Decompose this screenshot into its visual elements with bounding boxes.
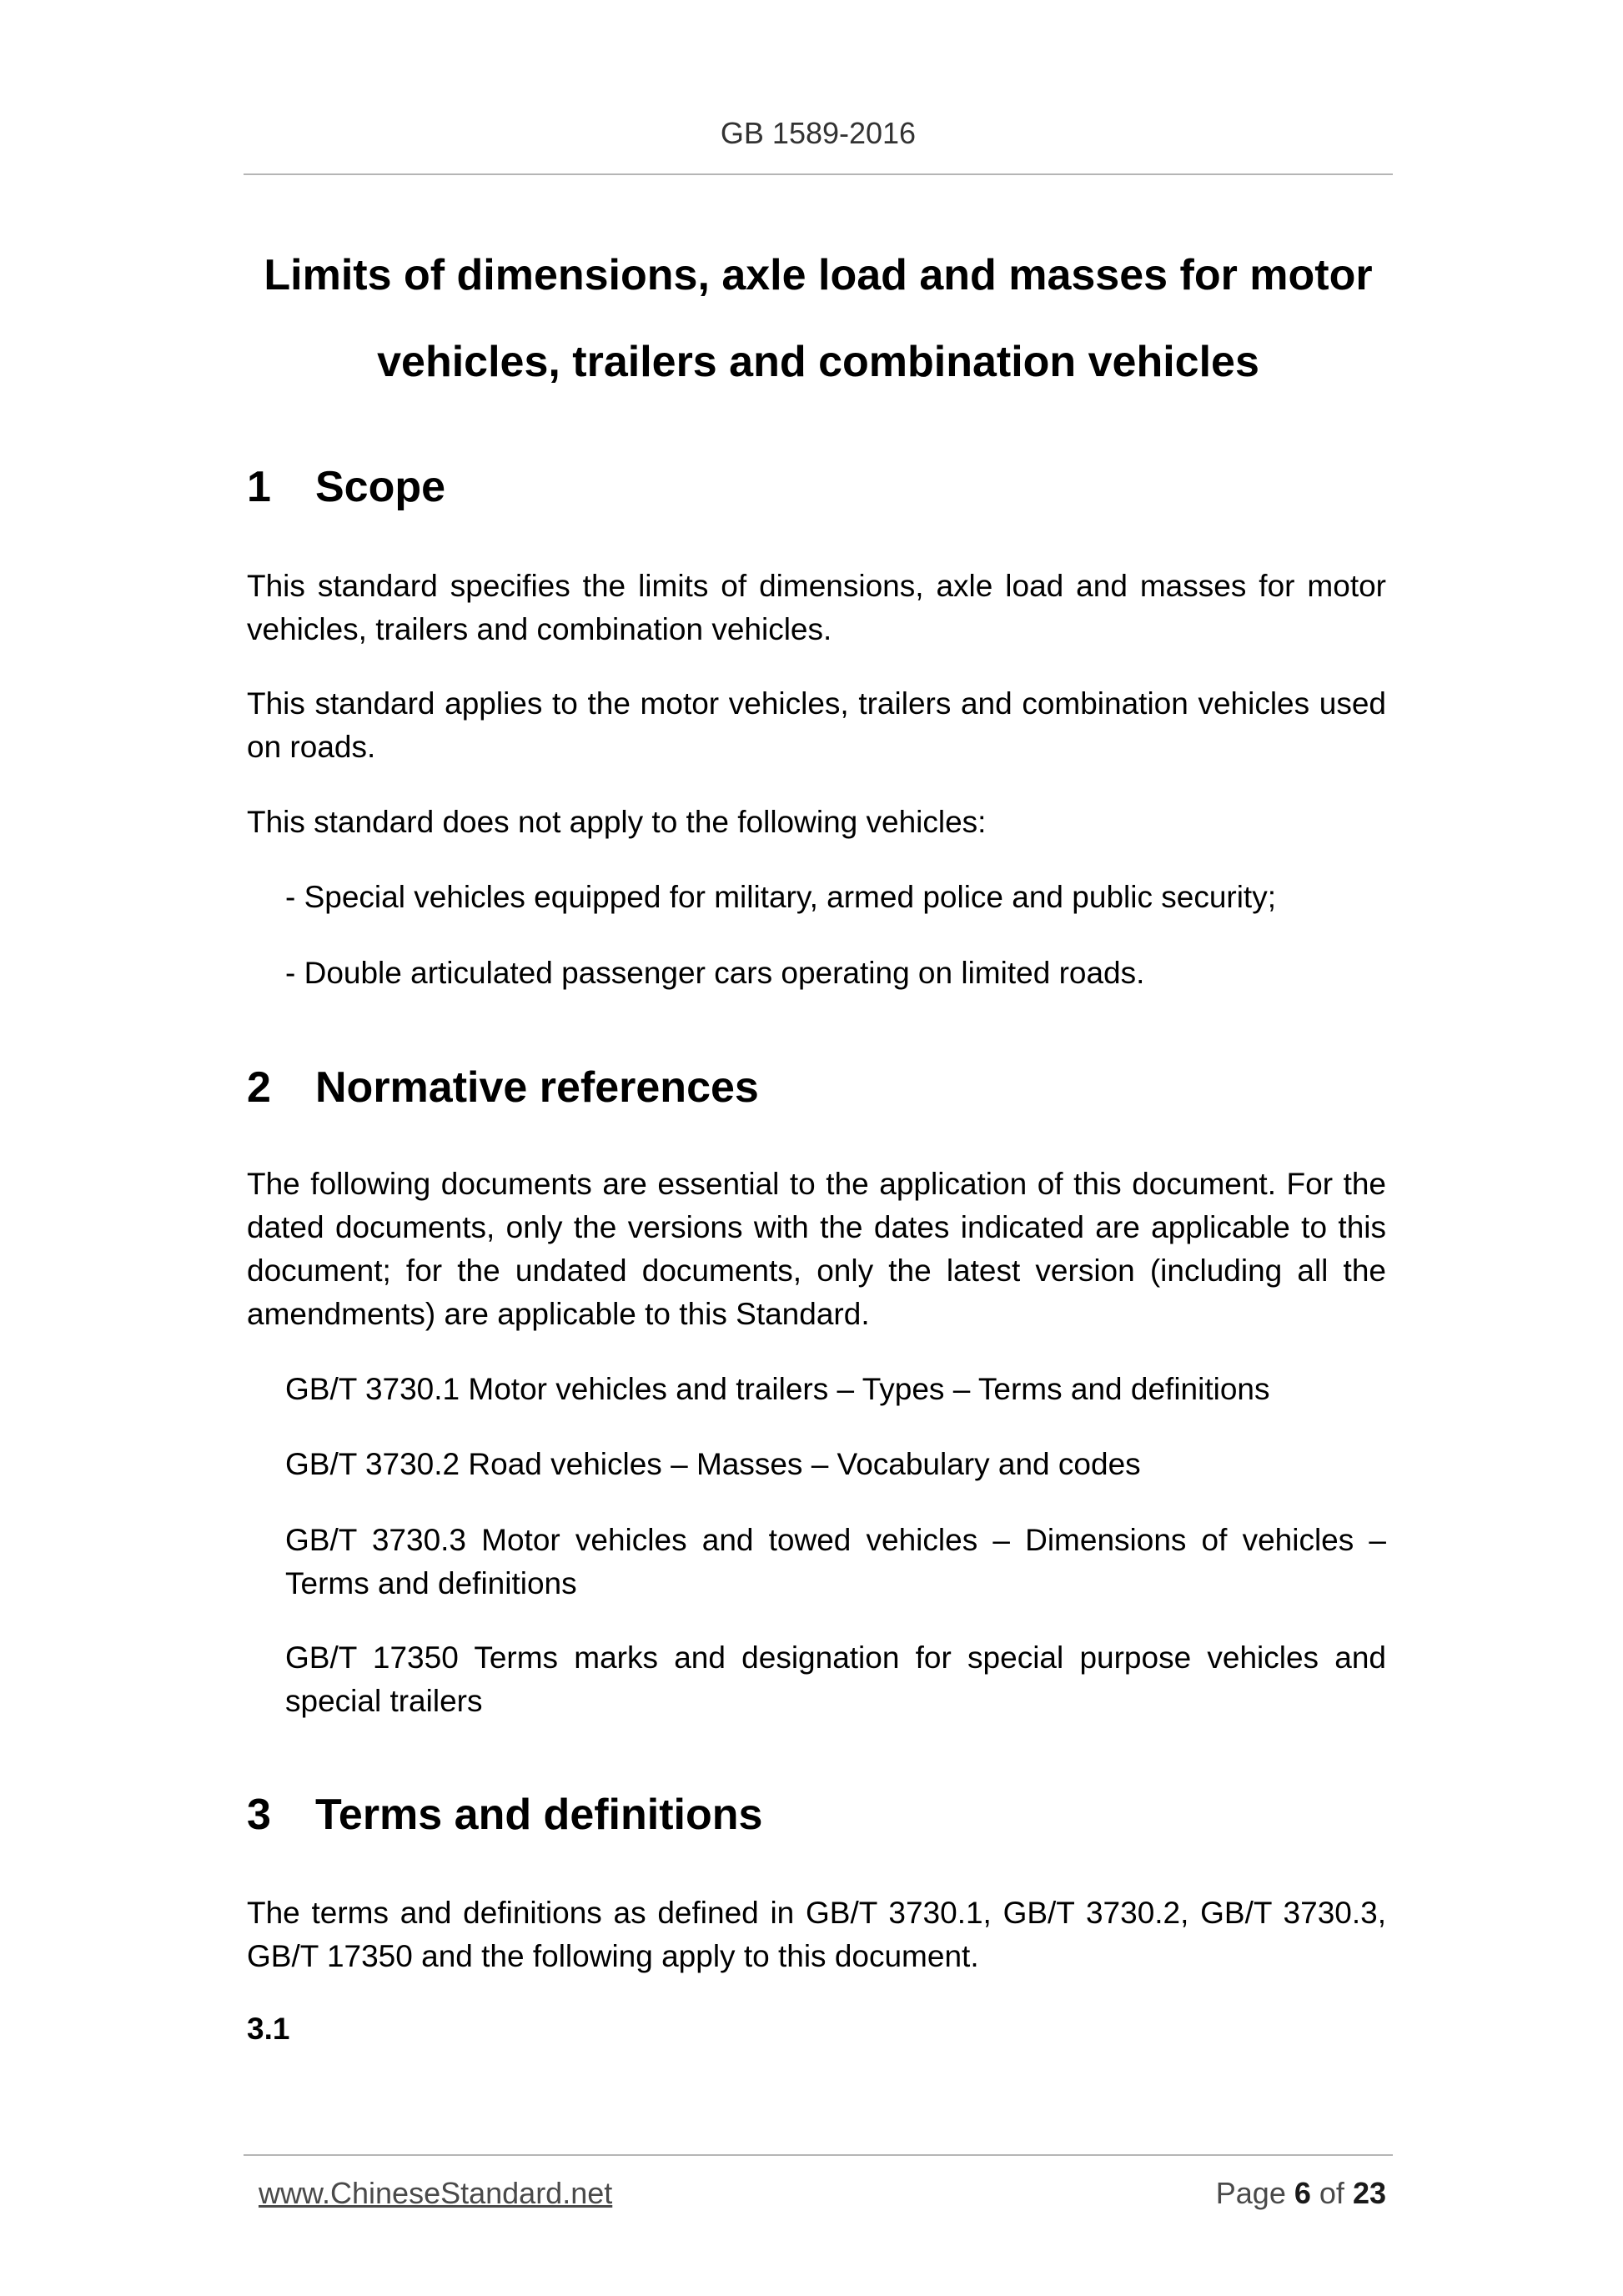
scope-paragraph-2: This standard applies to the motor vehicles, trailers and combination vehicles used on roads. — [247, 686, 1386, 764]
section-number: 2 — [247, 1063, 271, 1112]
header-divider — [244, 173, 1393, 175]
normative-reference-item: GB/T 3730.2 Road vehicles – Masses – Vocabulary and codes — [285, 1447, 1141, 1481]
scope-exclusion-item: - Double articulated passenger cars operating on limited roads. — [285, 956, 1145, 990]
total-pages-number: 23 — [1352, 2176, 1386, 2210]
section-title: Scope — [315, 463, 446, 511]
page-of-label: of — [1319, 2176, 1344, 2210]
document-title-line-2: vehicles, trailers and combination vehicles — [377, 338, 1259, 386]
scope-paragraph-3: This standard does not apply to the following vehicles: — [247, 805, 987, 839]
section-heading-terms-and-definitions — [247, 1789, 762, 1841]
scope-exclusion-item: - Special vehicles equipped for military, armed police and public security; — [285, 880, 1276, 914]
footer-divider — [244, 2154, 1393, 2156]
document-title — [244, 232, 1393, 405]
section-title: Terms and definitions — [315, 1791, 763, 1839]
clause-number: 3.1 — [247, 2012, 290, 2046]
normative-intro-paragraph: The following documents are essential to the application of this document. For the dated documents, only the versions with the dates indicated are applicable to this document; for the undated documents, only the latest version (including all the amendments) are applicable to this Standard. — [247, 1167, 1386, 1331]
normative-reference-item: GB/T 17350 Terms marks and designation for special purpose vehicles and special trailers — [285, 1640, 1386, 1718]
normative-reference-item: GB/T 3730.1 Motor vehicles and trailers – Types – Terms and definitions — [285, 1372, 1270, 1406]
scope-paragraph-1: This standard specifies the limits of dimensions, axle load and masses for motor vehicles, trailers and combination vehicles. — [247, 569, 1386, 646]
page-label: Page — [1215, 2176, 1286, 2210]
section-heading-scope — [247, 461, 445, 513]
website-link[interactable]: www.ChineseStandard.net — [259, 2176, 613, 2210]
terms-intro-paragraph: The terms and definitions as defined in GB/T 3730.1, GB/T 3730.2, GB/T 3730.3, GB/T 17350 and the following apply to this document. — [247, 1896, 1386, 1973]
running-header: GB 1589-2016 — [720, 116, 917, 150]
section-number: 1 — [247, 463, 271, 511]
document-title-line-1: Limits of dimensions, axle load and masses for motor — [264, 251, 1373, 299]
current-page-number: 6 — [1294, 2176, 1311, 2210]
section-number: 3 — [247, 1791, 271, 1839]
section-title: Normative references — [315, 1063, 759, 1112]
normative-reference-item: GB/T 3730.3 Motor vehicles and towed vehicles – Dimensions of vehicles – Terms and definitions — [285, 1523, 1386, 1600]
page-indicator — [1216, 2172, 1386, 2215]
section-heading-normative-references — [247, 1062, 759, 1113]
